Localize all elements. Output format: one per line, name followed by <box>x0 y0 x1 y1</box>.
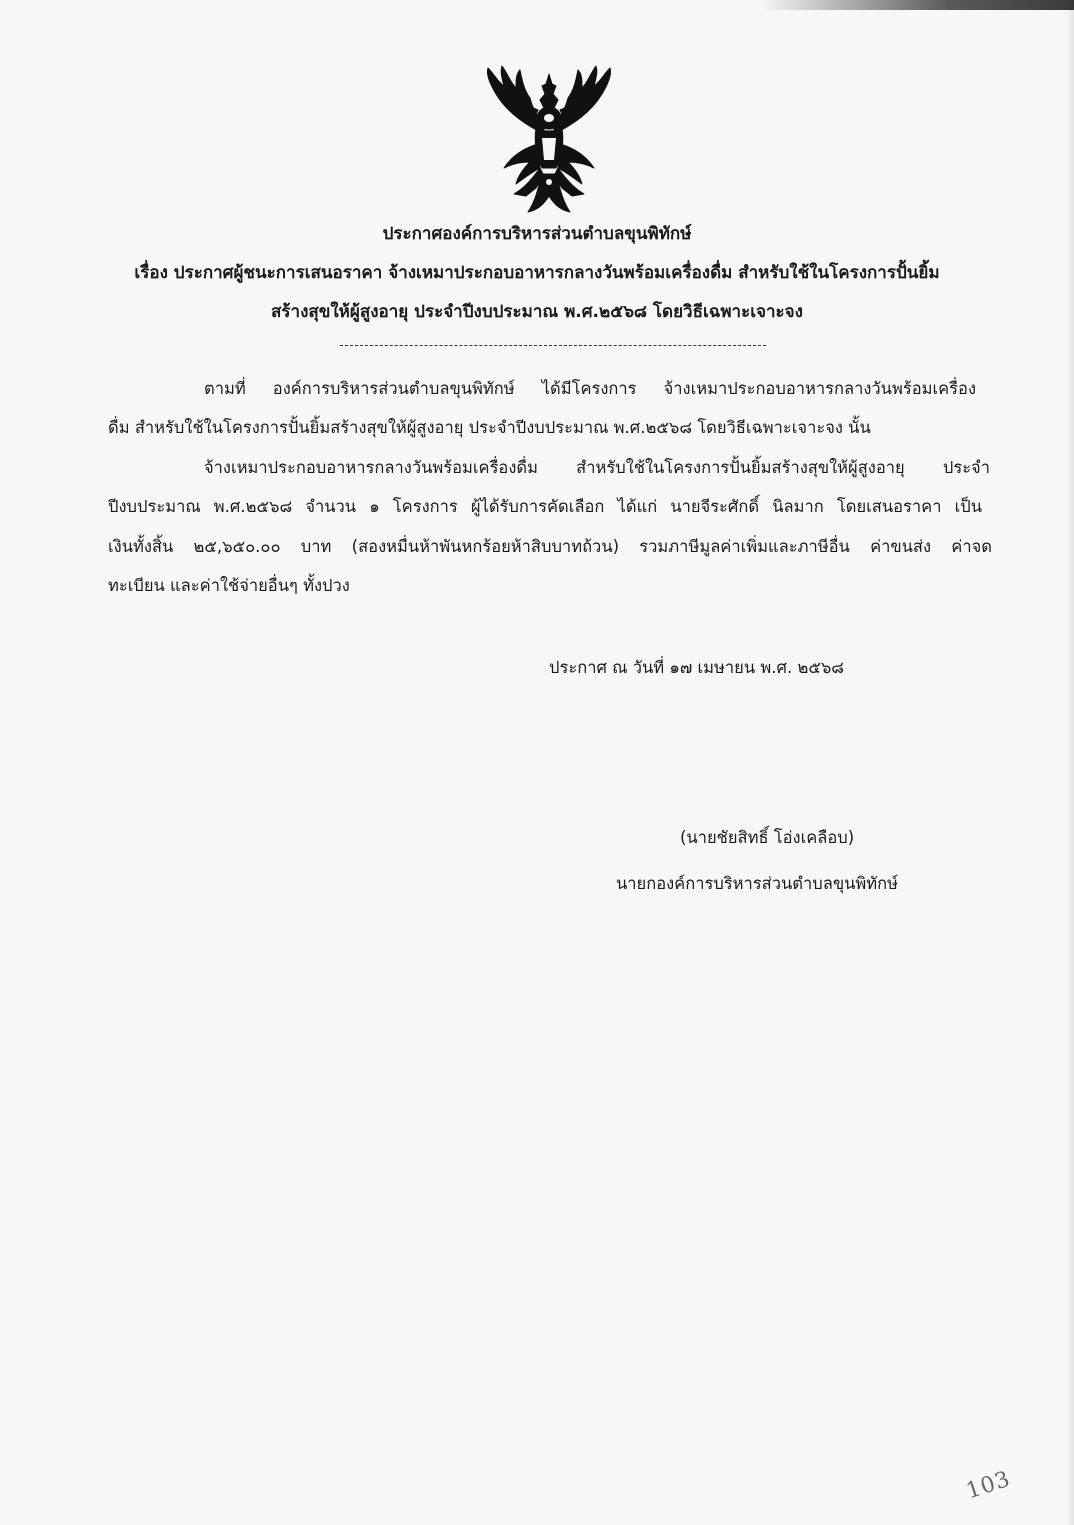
announcement-subject-line-1: เรื่อง ประกาศผู้ชนะการเสนอราคา จ้างเหมาประกอบอาหารกลางวันพร้อมเครื่องดื่ม สำหรับใช้ในโครงการปั้นยิ้ม <box>134 263 940 283</box>
paragraph-1-line-1: ตามที่ องค์การบริหารส่วนตำบลขุนพิทักษ์ ได้มีโครงการ จ้างเหมาประกอบอาหารกลางวันพร้อมเครื่อง <box>204 379 976 398</box>
signatory-position: นายกองค์การบริหารส่วนตำบลขุนพิทักษ์ <box>616 874 899 893</box>
title-separator <box>340 345 766 346</box>
paragraph-2-line-4: ทะเบียน และค่าใช้จ่ายอื่นๆ ทั้งปวง <box>108 576 350 595</box>
paragraph-2-line-2: ปีงบประมาณ พ.ศ.๒๕๖๘ จำนวน ๑ โครงการ ผู้ได้รับการคัดเลือก ได้แก่ นายจีระศักดิ์ นิลมาก โดยเสนอราคา เป็น <box>108 497 982 516</box>
scan-edge-shadow <box>760 0 1074 10</box>
announcement-subject-line-2: สร้างสุขให้ผู้สูงอายุ ประจำปีงบประมาณ พ.ศ.๒๕๖๘ โดยวิธีเฉพาะเจาะจง <box>271 302 803 322</box>
signatory-name: (นายชัยสิทธิ์ โอ่งเคลือบ) <box>680 828 855 847</box>
paragraph-1-line-2: ดื่ม สำหรับใช้ในโครงการปั้นยิ้มสร้างสุขให้ผู้สูงอายุ ประจำปีงบประมาณ พ.ศ.๒๕๖๘ โดยวิธีเฉพาะเจาะจง นั้น <box>108 418 871 437</box>
announce-date: ประกาศ ณ วันที่ ๑๗ เมษายน พ.ศ. ๒๕๖๘ <box>549 658 845 677</box>
announcement-title: ประกาศองค์การบริหารส่วนตำบลขุนพิทักษ์ <box>382 224 692 244</box>
garuda-emblem-icon <box>478 64 620 220</box>
paragraph-2-line-3: เงินทั้งสิ้น ๒๕,๖๕๐.๐๐ บาท (สองหมื่นห้าพันหกร้อยห้าสิบบาทถ้วน) รวมภาษีมูลค่าเพิ่มและภาษีอื่น ค่าขนส่ง ค่าจด <box>108 537 992 556</box>
handwritten-page-number: 103 <box>963 1466 1014 1505</box>
paragraph-2-line-1: จ้างเหมาประกอบอาหารกลางวันพร้อมเครื่องดื่ม สำหรับใช้ในโครงการปั้นยิ้มสร้างสุขให้ผู้สูงอายุ ประจำ <box>204 458 990 477</box>
